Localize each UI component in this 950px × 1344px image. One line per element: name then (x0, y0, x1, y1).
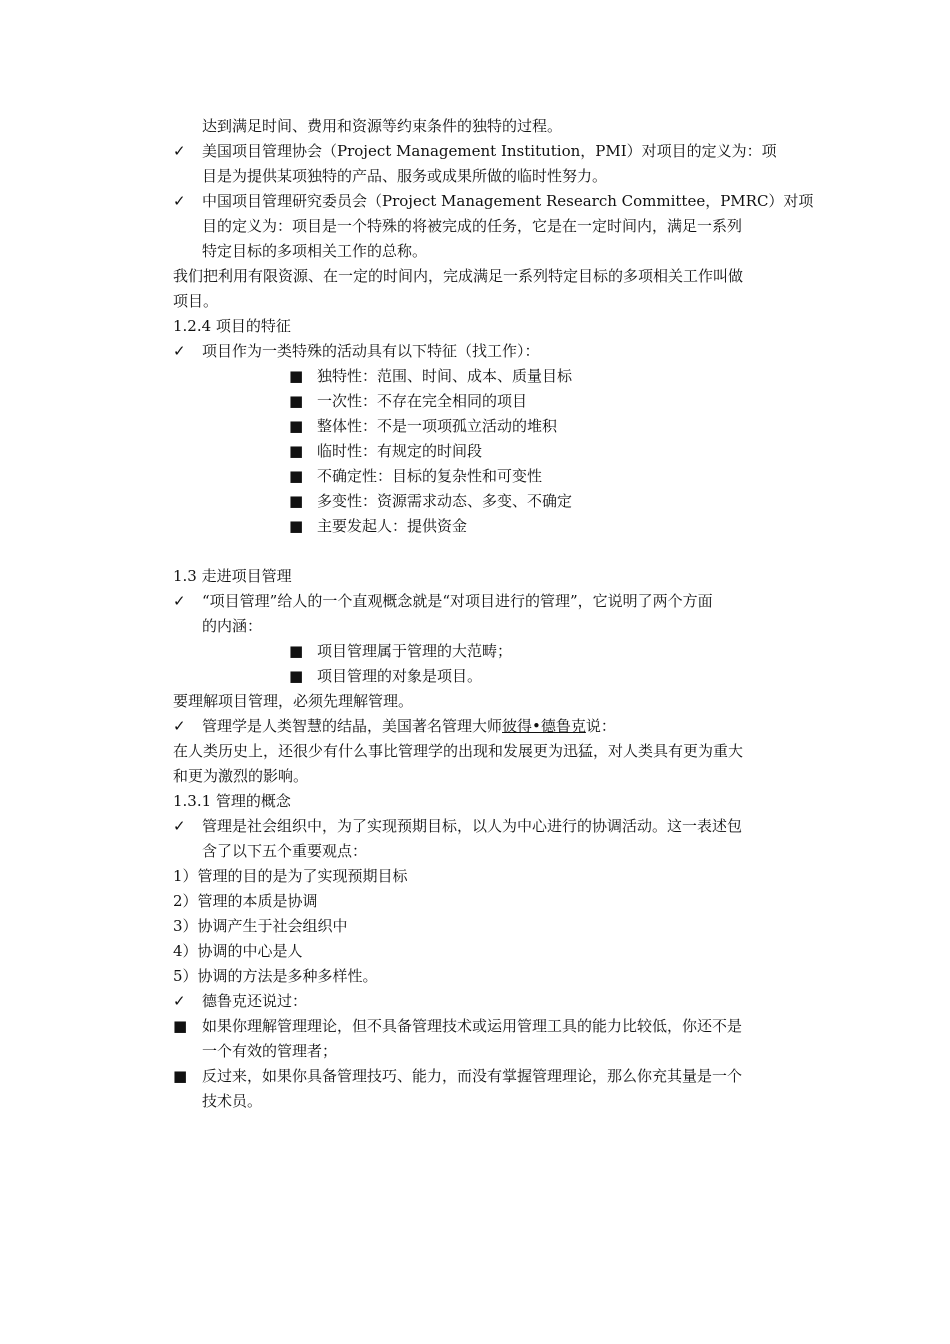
square-bullet-icon: ■ (289, 417, 304, 435)
text-line: 美国项目管理协会（Project Management Institution，PMI）对项目的定义为：项 (202, 142, 777, 160)
bullet-item-theory (173, 1014, 813, 1064)
sub-list-item (173, 639, 813, 664)
numbered-item: 4）协调的中心是人 (173, 942, 303, 960)
text-line: 主要发起人：提供资金 (317, 517, 468, 535)
square-bullet-icon: ■ (289, 517, 304, 535)
list-item-features-intro (173, 339, 813, 364)
numbered-item: 1）管理的目的是为了实现预期目标 (173, 867, 408, 885)
sub-list-item (173, 489, 813, 514)
sub-list-item (173, 464, 813, 489)
text-line: 在人类历史上，还很少有什么事比管理学的出现和发展更为迅猛，对人类具有更为重大 (173, 742, 744, 760)
sub-list-item (173, 664, 813, 689)
square-bullet-icon: ■ (289, 392, 304, 410)
text-line: 我们把利用有限资源、在一定的时间内，完成满足一系列特定目标的多项相关工作叫做 (173, 267, 744, 285)
text-line: 含了以下五个重要观点： (202, 842, 368, 860)
text-line: 达到满足时间、费用和资源等约束条件的独特的过程。 (202, 117, 563, 135)
list-item-pmrc (173, 189, 813, 264)
text-line: 项目管理属于管理的大范畴； (317, 642, 513, 660)
text-line: 的内涵： (202, 617, 263, 635)
numbered-item: 3）协调产生于社会组织中 (173, 917, 348, 935)
text-line: 管理是社会组织中，为了实现预期目标，以人为中心进行的协调活动。这一表述包 (202, 817, 743, 835)
blank-line (173, 539, 813, 564)
list-item-pmi (173, 139, 813, 189)
sub-list-item (173, 364, 813, 389)
checkmark-icon: ✓ (173, 192, 186, 210)
checkmark-icon: ✓ (173, 592, 186, 610)
checkmark-icon: ✓ (173, 342, 186, 360)
text-line: 目是为提供某项独特的产品、服务或成果所做的临时性努力。 (202, 167, 608, 185)
section-heading: 1.3 走进项目管理 (173, 567, 292, 585)
text-line: 如果你理解管理理论，但不具备管理技术或运用管理工具的能力比较低，你还不是 (202, 1017, 743, 1035)
checkmark-icon: ✓ (173, 142, 186, 160)
list-item-mgmt-concept (173, 814, 813, 864)
section-heading: 1.3.1 管理的概念 (173, 792, 291, 810)
list-item-drucker-said (173, 989, 813, 1014)
drucker-name-link[interactable]: 彼得•德鲁克 (502, 717, 586, 735)
text-line: 多变性：资源需求动态、多变、不确定 (317, 492, 573, 510)
document-body (173, 114, 813, 1114)
square-bullet-icon: ■ (289, 367, 304, 385)
sub-list-item (173, 414, 813, 439)
square-bullet-icon: ■ (289, 467, 304, 485)
text-line: 中国项目管理研究委员会（Project Management Research Committee，PMRC）对项 (202, 192, 814, 210)
text-line: 要理解项目管理，必须先理解管理。 (173, 692, 414, 710)
square-bullet-icon: ■ (289, 642, 304, 660)
text-line: 一个有效的管理者； (202, 1042, 338, 1060)
text-line: 项目管理的对象是项目。 (317, 667, 483, 685)
list-item-pm-concept (173, 589, 813, 639)
text-line: 和更为激烈的影响。 (173, 767, 309, 785)
numbered-item: 5）协调的方法是多种多样性。 (173, 967, 378, 985)
text-line: 独特性：范围、时间、成本、质量目标 (317, 367, 573, 385)
list-item-drucker (173, 714, 813, 739)
sub-list-item (173, 514, 813, 539)
text-line: 项目作为一类特殊的活动具有以下特征（找工作）： (202, 342, 540, 360)
square-bullet-icon: ■ (173, 1067, 188, 1085)
text-line: 一次性：不存在完全相同的项目 (317, 392, 528, 410)
checkmark-icon: ✓ (173, 717, 186, 735)
sub-list-item (173, 389, 813, 414)
checkmark-icon: ✓ (173, 817, 186, 835)
text-line: 德鲁克还说过： (202, 992, 308, 1010)
text-line: 技术员。 (202, 1092, 263, 1110)
text-line (202, 714, 813, 739)
bullet-item-skills (173, 1064, 813, 1114)
text-line: 特定目标的多项相关工作的总称。 (202, 242, 428, 260)
sub-list-item (173, 439, 813, 464)
text-line: 不确定性：目标的复杂性和可变性 (317, 467, 543, 485)
drucker-said-text: 说： (585, 717, 616, 735)
square-bullet-icon: ■ (289, 492, 304, 510)
square-bullet-icon: ■ (289, 442, 304, 460)
section-heading: 1.2.4 项目的特征 (173, 317, 291, 335)
checkmark-icon: ✓ (173, 992, 186, 1010)
square-bullet-icon: ■ (289, 667, 304, 685)
square-bullet-icon: ■ (173, 1017, 188, 1035)
text-line: 反过来，如果你具备管理技巧、能力，而没有掌握管理理论，那么你充其量是一个 (202, 1067, 743, 1085)
numbered-item: 2）管理的本质是协调 (173, 892, 318, 910)
text-line: 临时性：有规定的时间段 (317, 442, 483, 460)
text-line: 整体性：不是一项项孤立活动的堆积 (317, 417, 558, 435)
drucker-intro-text: 管理学是人类智慧的结晶，美国著名管理大师 (202, 717, 503, 735)
text-line: 目的定义为：项目是一个特殊的将被完成的任务，它是在一定时间内，满足一系列 (202, 217, 743, 235)
text-line: 项目。 (173, 292, 219, 310)
text-line: “项目管理”给人的一个直观概念就是“对项目进行的管理”，它说明了两个方面 (202, 592, 713, 610)
